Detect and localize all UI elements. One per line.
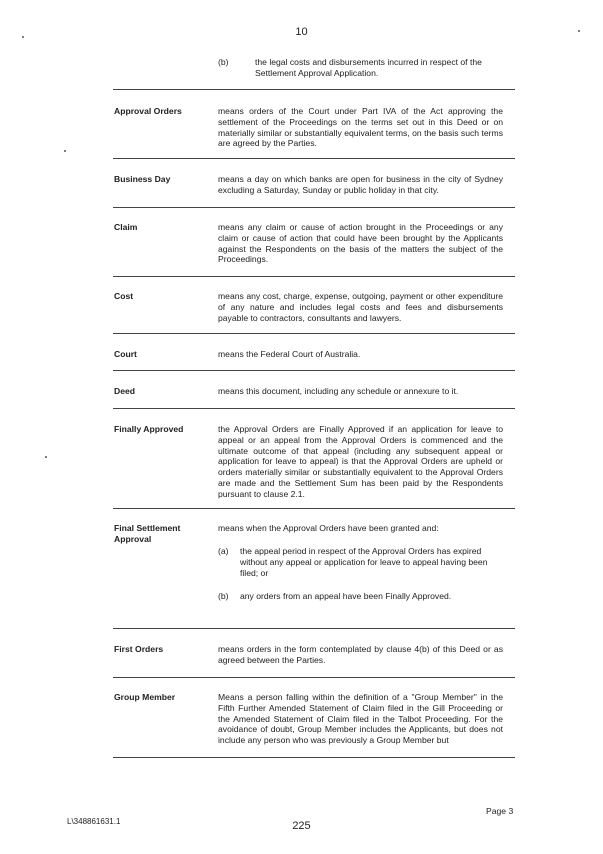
sub-item-text: any orders from an appeal have been Finally Approved. xyxy=(240,591,452,601)
sub-item-label: (a) xyxy=(218,546,229,556)
document-reference: L\348861631.1 xyxy=(67,817,121,826)
term-court: Court xyxy=(114,349,137,359)
divider xyxy=(113,276,515,277)
term-business-day: Business Day xyxy=(114,174,171,184)
divider xyxy=(113,158,515,159)
term-claim: Claim xyxy=(114,222,138,232)
definition-first-orders: means orders in the form contemplated by clause 4(b) of this Deed or as agreed between the Parties. xyxy=(218,644,503,665)
term-cost: Cost xyxy=(114,291,134,301)
definition-final-settlement-approval: means when the Approval Orders have been granted and: xyxy=(218,523,439,533)
term-finally-approved: Finally Approved xyxy=(114,424,184,434)
page-label: Page 3 xyxy=(486,806,514,816)
divider xyxy=(113,370,515,371)
definition-finally-approved: the Approval Orders are Finally Approved if an application for leave to appeal or an appeal from the Approval Orders is commenced and the ultimate outcome of that appeal (including any subsequent appeal or application for leave to appeal) is that the Approval Orders are upheld or orders materially similar or substantially equivalent to the Approval Orders are made and the Settlement Sum has been paid by the Respondents pursuant to clause 2.1. xyxy=(218,424,503,499)
scan-speck xyxy=(45,456,47,458)
definition-business-day: means a day on which banks are open for business in the city of Sydney excluding a Saturday, Sunday or public holiday in that city. xyxy=(218,174,503,195)
intro-item-text: the legal costs and disbursements incurred in respect of the Settlement Approval Application. xyxy=(255,57,482,78)
divider xyxy=(113,89,515,90)
sub-item-b xyxy=(218,591,503,602)
term-approval-orders: Approval Orders xyxy=(114,106,182,116)
divider xyxy=(113,508,515,509)
definition-cost: means any cost, charge, expense, outgoing, payment or other expenditure of any nature and includes legal costs and fees and disbursements payable to contractors, consultants and lawyers. xyxy=(218,291,503,323)
divider xyxy=(113,677,515,678)
term-deed: Deed xyxy=(114,386,136,396)
intro-item-label: (b) xyxy=(218,57,229,67)
term-first-orders: First Orders xyxy=(114,644,164,654)
divider xyxy=(113,333,515,334)
scan-speck xyxy=(22,36,24,38)
intro-item xyxy=(218,57,503,79)
term-group-member: Group Member xyxy=(114,692,176,702)
scan-speck xyxy=(578,30,580,32)
divider xyxy=(113,207,515,208)
divider xyxy=(113,628,515,629)
divider xyxy=(113,408,515,409)
term-final-settlement-approval: Final Settlement Approval xyxy=(114,523,181,544)
definition-claim: means any claim or cause of action brought in the Proceedings or any claim or cause of action that could have been brought by the Applicants against the Respondents on the basis of the matters the subject of the Proceedings. xyxy=(218,222,503,265)
definition-deed: means this document, including any schedule or annexure to it. xyxy=(218,386,459,396)
bates-number: 225 xyxy=(292,820,311,832)
divider xyxy=(113,757,515,758)
sub-item-label: (b) xyxy=(218,591,229,601)
definition-group-member: Means a person falling within the definition of a "Group Member" in the Fifth Further Amended Statement of Claim filed in the Gill Proceeding or the Amended Statement of Claim filed in the Talbot Proceeding. For the avoidance of doubt, Group Member includes the Applicants, but does not include any person who was previously a Group Member but xyxy=(218,692,503,746)
scan-speck xyxy=(64,150,66,152)
definition-approval-orders: means orders of the Court under Part IVA of the Act approving the settlement of the Proceedings on the terms set out in this Deed or on materially similar or substantially equivalent terms, on the basis such terms are agreed by the Parties. xyxy=(218,106,503,149)
sub-item-a xyxy=(218,546,503,578)
page-number-top: 10 xyxy=(295,26,308,38)
definition-court: means the Federal Court of Australia. xyxy=(218,349,361,359)
sub-item-text: the appeal period in respect of the Approval Orders has expired without any appeal or application for leave to appeal having been filed; or xyxy=(240,546,488,578)
